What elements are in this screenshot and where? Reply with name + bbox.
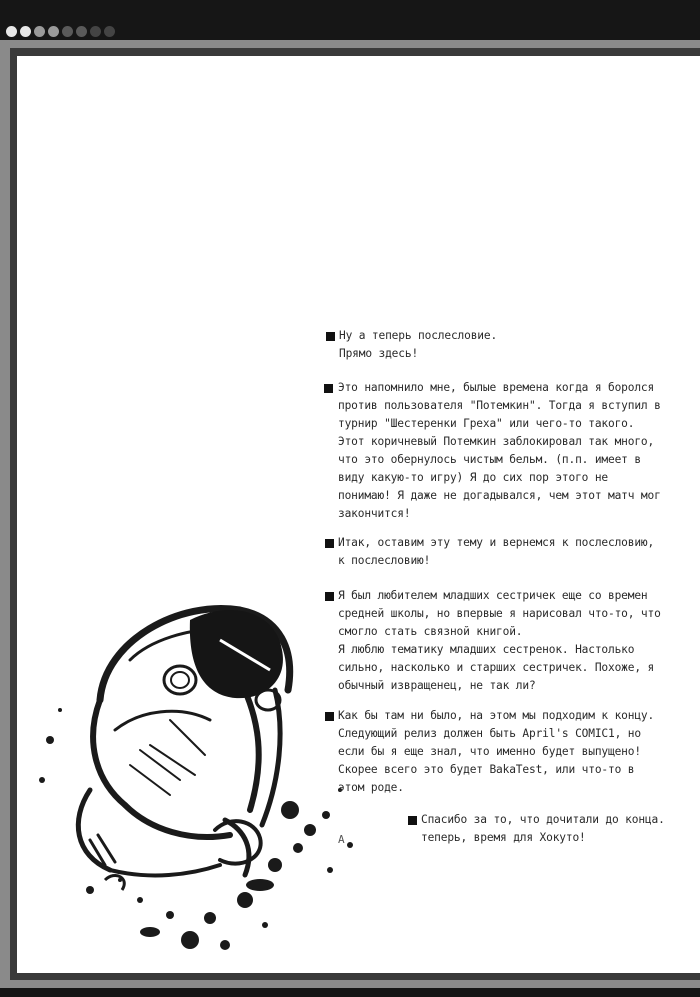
progress-dot[interactable] xyxy=(48,26,59,37)
text-line: Это напомнило мне, былые времена когда я боролся xyxy=(338,381,655,394)
stray-letter: А xyxy=(338,833,345,846)
afterword-paragraph xyxy=(339,327,497,363)
text-line: теперь, время для Хокуто! xyxy=(421,831,586,844)
progress-dot[interactable] xyxy=(90,26,101,37)
afterword-paragraph xyxy=(338,587,661,695)
text-line: что это обернулось чистым бельм. (п.п. имеет в xyxy=(338,453,641,466)
afterword-paragraph xyxy=(338,707,654,797)
text-line: средней школы, но впервые я нарисовал что-то, что xyxy=(338,607,661,620)
text-line: Я люблю тематику младших сестренок. Настолько xyxy=(338,643,635,656)
progress-dot[interactable] xyxy=(20,26,31,37)
text-line: Следующий релиз должен быть April's COMIC1, но xyxy=(338,727,641,740)
progress-dot[interactable] xyxy=(62,26,73,37)
text-line: смогло стать связной книгой. xyxy=(338,625,523,638)
page-progress-dots xyxy=(6,26,115,37)
text-line: понимаю! Я даже не догадывался, чем этот матч мог xyxy=(338,489,661,502)
viewer-bottom-bar xyxy=(0,988,700,997)
text-line: к послесловию! xyxy=(338,554,431,567)
bullet-square xyxy=(324,384,333,393)
bullet-square xyxy=(325,592,334,601)
text-line: Этот коричневый Потемкин заблокировал так много, xyxy=(338,435,655,448)
text-line: если бы я еще знал, что именно будет выпущено! xyxy=(338,745,641,758)
text-line: Скорее всего это будет BakaTest, или что-то в xyxy=(338,763,635,776)
bullet-square xyxy=(408,816,417,825)
text-line: Ну а теперь послесловие. xyxy=(339,329,498,342)
text-line: виду какую-то игру) Я до сих пор этого не xyxy=(338,471,609,484)
bullet-square xyxy=(326,332,335,341)
text-line: Спасибо за то, что дочитали до конца. xyxy=(421,813,665,826)
text-line: этом роде. xyxy=(338,781,404,794)
viewer-top-bar xyxy=(0,0,700,40)
text-line: Я был любителем младших сестричек еще со времен xyxy=(338,589,648,602)
text-line: Итак, оставим эту тему и вернемся к послесловию, xyxy=(338,536,655,549)
progress-dot[interactable] xyxy=(6,26,17,37)
text-line: против пользователя "Потемкин". Тогда я вступил в xyxy=(338,399,661,412)
bullet-square xyxy=(325,712,334,721)
text-line: Прямо здесь! xyxy=(339,347,419,360)
afterword-paragraph xyxy=(421,811,665,847)
text-line: закончится! xyxy=(338,507,411,520)
text-line: Как бы там ни было, на этом мы подходим к концу. xyxy=(338,709,655,722)
text-line: обычный извращенец, не так ли? xyxy=(338,679,536,692)
bullet-square xyxy=(325,539,334,548)
afterword-paragraph xyxy=(338,379,661,523)
afterword-paragraph xyxy=(338,534,654,570)
progress-dot[interactable] xyxy=(34,26,45,37)
text-line: сильно, насколько и старших сестричек. Похоже, я xyxy=(338,661,655,674)
text-line: турнир "Шестеренки Греха" или чего-то такого. xyxy=(338,417,635,430)
progress-dot[interactable] xyxy=(76,26,87,37)
progress-dot[interactable] xyxy=(104,26,115,37)
